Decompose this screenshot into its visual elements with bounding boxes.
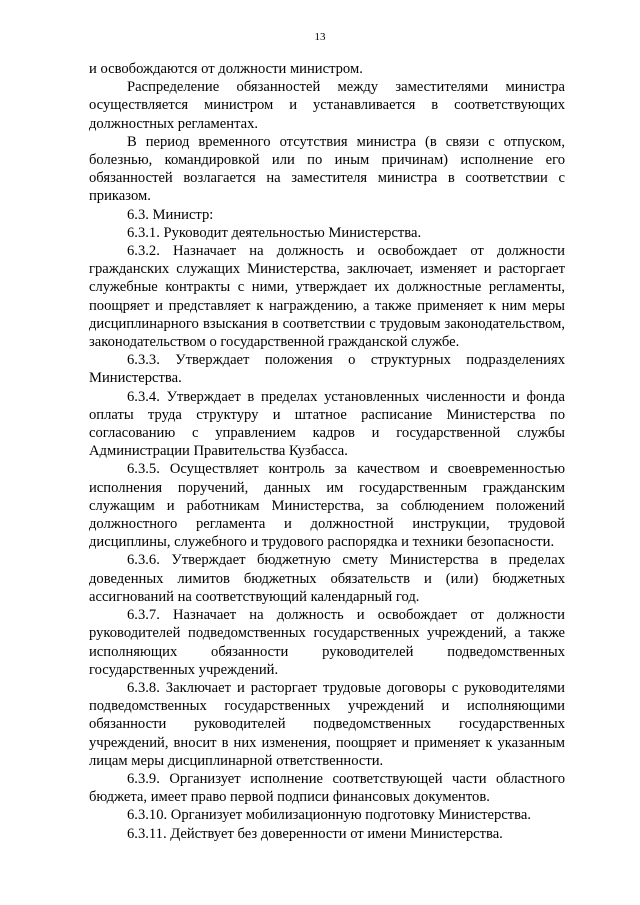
- paragraph: 6.3.11. Действует без доверенности от имени Министерства.: [127, 825, 503, 842]
- paragraph: 6.3.6. Утверждает бюджетную смету Министерства в пределах доведенных лимитов бюджетных обязательств и (или) бюджетных ассигнований на соответствующий календарный год.: [89, 552, 565, 605]
- page-number: 13: [314, 31, 326, 43]
- paragraph: 6.3.8. Заключает и расторгает трудовые договоры с руководителями подведомственных государственных учреждений и исполняющими обязанности руководителей подведомственных государственных учреждений, вносит в них изменения, поощряет и применяет к указанным лицам меры дисциплинарной ответственности.: [89, 679, 565, 769]
- paragraph: В период временного отсутствия министра (в связи с отпуском, болезнью, командировкой или по иным причинам) исполнение его обязанностей возлагается на заместителя министра в соответствии с приказом.: [89, 133, 565, 205]
- paragraph: 6.3.7. Назначает на должность и освобождает от должности руководителей подведомственных государственных учреждений, а также исполняющих обязанности руководителей подведомственных государственных учреждений.: [89, 607, 565, 678]
- paragraph: 6.3.2. Назначает на должность и освобождает от должности гражданских служащих Министерства, заключает, изменяет и расторгает служебные контракты с ними, утверждает их должностные регламенты, поощряет и представляет к награждению, а также применяет к ним меры дисциплинарного взыскания в соответствии с трудовым законодательством, законодательством о государственной гражданской службе.: [89, 243, 565, 351]
- paragraph: Распределение обязанностей между заместителями министра осуществляется министром и устанавливается в соответствующих должностных регламентах.: [89, 79, 565, 132]
- document-body: [89, 60, 565, 843]
- section-heading: 6.3. Министр:: [127, 206, 214, 223]
- paragraph: 6.3.9. Организует исполнение соответствующей части областного бюджета, имеет право первой подписи финансовых документов.: [89, 770, 565, 806]
- paragraph: 6.3.1. Руководит деятельностью Министерства.: [127, 224, 422, 241]
- paragraph: 6.3.10. Организует мобилизационную подготовку Министерства.: [127, 807, 532, 824]
- paragraph: 6.3.5. Осуществляет контроль за качеством и своевременностью исполнения поручений, данных им государственным гражданским служащим и работникам Министерства, за соблюдением положений должностного регламента и должностной инструкции, трудовой дисциплины, служебного и трудового распорядка и техники безопасности.: [89, 461, 565, 551]
- paragraph: 6.3.4. Утверждает в пределах установленных численности и фонда оплаты труда структуру и штатное расписание Министерства по согласованию с управлением кадров и государственной службы Администрации Правительства Кузбасса.: [89, 388, 565, 460]
- paragraph: и освобождаются от должности министром.: [89, 61, 363, 77]
- paragraph: 6.3.3. Утверждает положения о структурных подразделениях Министерства.: [89, 352, 565, 387]
